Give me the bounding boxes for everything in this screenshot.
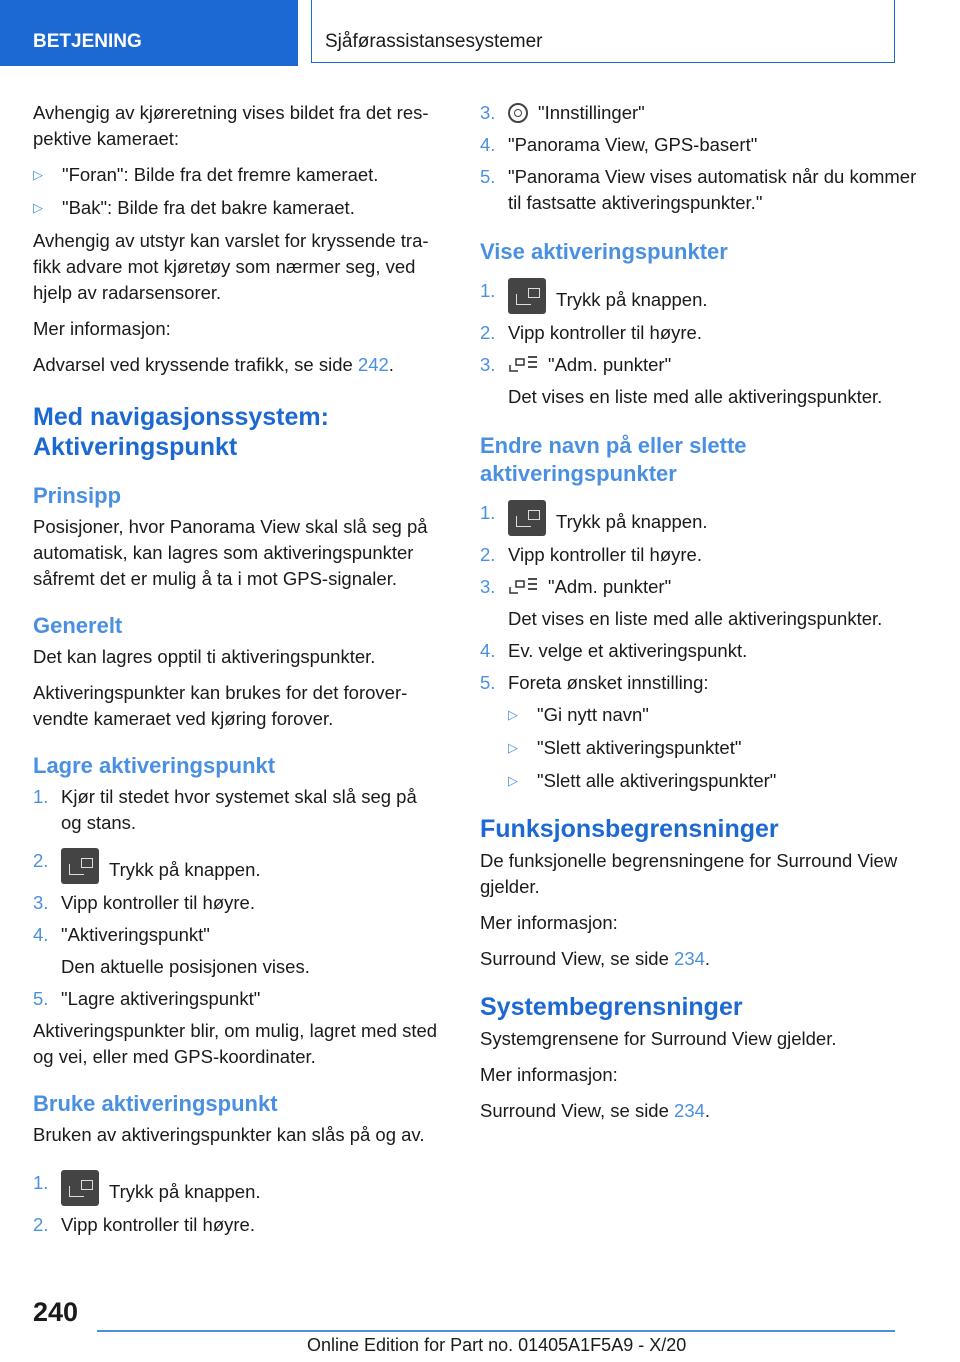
heading-prinsipp: Prinsipp <box>33 483 122 508</box>
heading-funksjon: Funksjonsbegrensninger <box>480 815 779 843</box>
paragraph: Avhengig av utstyr kan varslet for kryssende tra-fikk advare mot kjøretøy som nærmer seg, ved hjelp av radarsensorer. <box>33 230 429 303</box>
paragraph: Advarsel ved kryssende trafikk, se side 242. <box>33 354 394 375</box>
paragraph: Mer informasjon: <box>33 318 171 339</box>
heading-system: Systembegrensninger <box>480 993 743 1021</box>
list-subtext: Den aktuelle posisjonen vises. <box>61 956 310 977</box>
option-item: ▷ "Slett aktiveringspunktet" <box>480 735 925 761</box>
paragraph: Surround View, se side 234. <box>480 1100 711 1121</box>
heading-nav: Med navigasjonssystem: Aktiveringspunkt <box>33 403 329 461</box>
list-item: 5. Foreta ønsket innstilling: <box>480 672 709 693</box>
list-item: 5. "Panorama View vises automatisk når du kommer til fastsatte aktiveringspunkter." <box>480 166 917 213</box>
page-link[interactable]: 234 <box>674 948 705 969</box>
footer-divider <box>97 1330 895 1332</box>
list-item: ▷ "Foran": Bilde fra det fremre kameraet. <box>33 162 438 188</box>
page-link[interactable]: 234 <box>674 1100 705 1121</box>
heading-bruke: Bruke aktiveringspunkt <box>33 1091 278 1116</box>
section-tab: BETJENING <box>0 0 298 66</box>
list-item: 4. "Panorama View, GPS-basert" <box>480 134 758 155</box>
triangle-icon: ▷ <box>508 707 518 722</box>
paragraph: Bruken av aktiveringspunkter kan slås på og av. <box>33 1124 425 1145</box>
list-item: 2. Vipp kontroller til høyre. <box>480 322 702 343</box>
option-item: ▷ "Slett alle aktiveringspunkter" <box>480 768 925 794</box>
right-column <box>480 100 925 1134</box>
camera-button-icon[interactable] <box>508 500 546 536</box>
list-item: 1. Trykk på knappen. <box>480 278 925 314</box>
camera-button-icon[interactable] <box>508 278 546 314</box>
list-item: 3. "Adm. punkter" <box>480 576 672 597</box>
heading-endre: Endre navn på eller slette aktiveringspunkter <box>480 433 747 486</box>
list-item: 3. "Innstillinger" <box>480 102 645 123</box>
heading-vise: Vise aktiveringspunkter <box>480 239 728 264</box>
heading-lagre: Lagre aktiveringspunkt <box>33 753 276 778</box>
left-column <box>33 100 438 1244</box>
paragraph: Aktiveringspunkter blir, om mulig, lagret med sted og vei, eller med GPS-koordinater. <box>33 1020 438 1067</box>
paragraph: Posisjoner, hvor Panorama View skal slå seg på automatisk, kan lagres som aktiveringspunkter såfremt det er mulig å ta i mot GPS-signaler. <box>33 516 428 589</box>
paragraph: Surround View, se side 234. <box>480 948 711 969</box>
intro-text: Avhengig av kjøreretning vises bildet fra det res-pektive kameraet: <box>33 102 429 149</box>
list-item: 1. Trykk på knappen. <box>33 1170 438 1206</box>
list-subtext: Det vises en liste med alle aktiveringspunkter. <box>508 608 883 629</box>
paragraph: Mer informasjon: <box>480 1064 618 1085</box>
page-number: 240 <box>33 1297 79 1327</box>
list-item: 1. Trykk på knappen. <box>480 500 925 536</box>
list-item: ▷ "Bak": Bilde fra det bakre kameraet. <box>33 195 438 221</box>
list-manage-icon <box>508 354 538 372</box>
page-header <box>0 0 960 66</box>
list-item: 2. Vipp kontroller til høyre. <box>33 1214 255 1235</box>
option-item: ▷ "Gi nytt navn" <box>480 702 925 728</box>
triangle-icon: ▷ <box>33 200 43 215</box>
list-item: 3. "Adm. punkter" <box>480 354 672 375</box>
paragraph: Systemgrensene for Surround View gjelder. <box>480 1028 837 1049</box>
paragraph: Det kan lagres opptil ti aktiveringspunkter. <box>33 646 376 667</box>
list-item: 1. Kjør til stedet hvor systemet skal slå seg på og stans. <box>33 786 417 833</box>
list-item: 4. Ev. velge et aktiveringspunkt. <box>480 640 748 661</box>
list-item: 3. Vipp kontroller til høyre. <box>33 892 255 913</box>
paragraph: Mer informasjon: <box>480 912 618 933</box>
triangle-icon: ▷ <box>508 740 518 755</box>
camera-button-icon[interactable] <box>61 848 99 884</box>
list-subtext: Det vises en liste med alle aktiveringspunkter. <box>508 386 883 407</box>
list-item: 5. "Lagre aktiveringspunkt" <box>33 988 261 1009</box>
list-item: 4. "Aktiveringspunkt" <box>33 924 210 945</box>
gear-icon <box>508 103 528 123</box>
footer-edition: Online Edition for Part no. 01405A1F5A9 - X/20 <box>307 1335 687 1355</box>
paragraph: De funksjonelle begrensningene for Surround View gjelder. <box>480 850 898 897</box>
camera-button-icon[interactable] <box>61 1170 99 1206</box>
list-item: 2. Vipp kontroller til høyre. <box>480 544 702 565</box>
triangle-icon: ▷ <box>508 773 518 788</box>
list-item: 2. Trykk på knappen. <box>33 848 438 884</box>
triangle-icon: ▷ <box>33 167 43 182</box>
heading-generelt: Generelt <box>33 613 123 638</box>
page-link[interactable]: 242 <box>357 354 389 375</box>
paragraph: Aktiveringspunkter kan brukes for det forover-vendte kameraet ved kjøring forover. <box>33 682 408 729</box>
list-manage-icon <box>508 576 538 594</box>
chapter-title: Sjåførassistansesystemer <box>311 0 895 63</box>
